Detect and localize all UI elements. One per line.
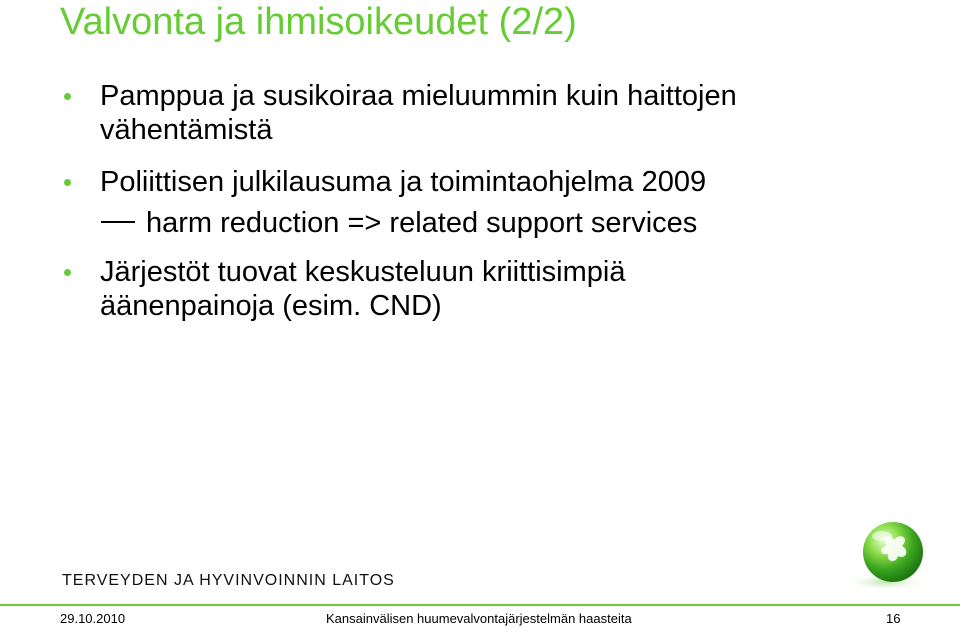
sub-bullet-dash-icon [101,221,135,223]
bullet-1-line-1: Pamppua ja susikoiraa mieluummin kuin haittojen [100,80,737,112]
slide-title: Valvonta ja ihmisoikeudet (2/2) [60,1,577,43]
bullet-2-line-1: Poliittisen julkilausuma ja toimintaohjelma 2009 [100,166,707,198]
organization-logo-text: TERVEYDEN JA HYVINVOINNIN LAITOS [62,572,395,589]
sub-bullet-text: harm reduction => related support services [146,207,698,239]
bullet-1-line-2: vähentämistä [100,114,273,146]
green-orb-logo-icon [836,516,930,593]
footer-divider [0,604,960,606]
bullet-3-line-2: äänenpainoja (esim. CND) [100,290,442,322]
bullet-3-line-1: Järjestöt tuovat keskusteluun kriittisimpiä [100,256,626,288]
footer-presentation-title: Kansainvälisen huumevalvontajärjestelmän haasteita [326,611,632,626]
bullet-dot-icon [64,179,71,186]
footer-page-number: 16 [886,611,901,626]
bullet-dot-icon [64,269,71,276]
footer-date: 29.10.2010 [60,611,126,626]
bullet-dot-icon [64,93,71,100]
